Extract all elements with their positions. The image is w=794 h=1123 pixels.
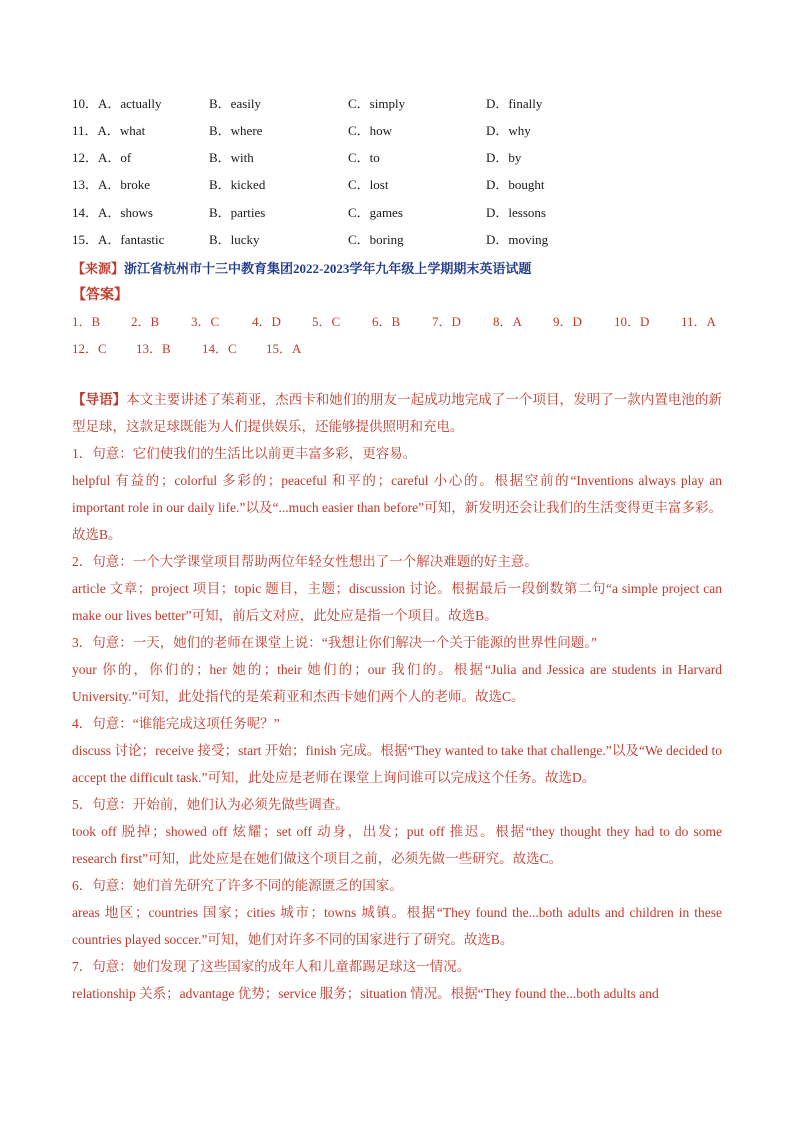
explanation-line: 4．句意：“谁能完成这项任务呢？” <box>72 716 280 731</box>
option-row <box>72 148 732 168</box>
answer-item: 10．D <box>614 314 650 329</box>
explanation-block <box>72 386 722 1007</box>
explanation-line: helpful 有益的；colorful 多彩的；peaceful 和平的；careful 小心的。根据空前的“Inventions always play an important role in our daily life.”以及“...much easier than before”可知，新发明还会让我们的生活变得更丰富多彩。故选B。 <box>72 473 722 542</box>
option-b: B．parties <box>209 205 266 220</box>
option-a: 12．A．of <box>72 150 132 165</box>
answer-item: 13．B <box>136 341 171 356</box>
answer-item: 15．A <box>266 341 302 356</box>
option-d: D．bought <box>486 177 545 192</box>
option-c: C．how <box>348 123 393 138</box>
guide-paragraph <box>72 386 722 440</box>
option-a: 14．A．shows <box>72 205 153 220</box>
answer-label: 【答案】 <box>72 288 128 303</box>
option-b: B．where <box>209 123 263 138</box>
explanation-line: your 你的，你们的；her 她的；their 她们的；our 我们的。根据“Julia and Jessica are students in Harvard University.”可知，此处指代的是茱莉亚和杰西卡她们两个人的老师。故选C。 <box>72 662 722 704</box>
explanation-line: 5．句意：开始前，她们认为必须先做些调查。 <box>72 797 349 812</box>
option-a: 10．A．actually <box>72 96 162 111</box>
option-c: C．simply <box>348 96 406 111</box>
option-d: D．moving <box>486 232 549 247</box>
answer-item: 14．C <box>202 341 237 356</box>
option-row <box>72 230 732 250</box>
option-row <box>72 94 732 114</box>
answers-row-1 <box>72 312 732 332</box>
answer-item: 7．D <box>432 314 461 329</box>
answer-item: 1．B <box>72 314 101 329</box>
guide-label: 【导语】 <box>72 392 127 407</box>
answer-item: 3．C <box>191 314 220 329</box>
option-b: B．lucky <box>209 232 260 247</box>
explanation-line: 6．句意：她们首先研究了许多不同的能源匮乏的国家。 <box>72 878 403 893</box>
answer-item: 6．B <box>372 314 401 329</box>
guide-text: 本文主要讲述了茱莉亚，杰西卡和她们的朋友一起成功地完成了一个项目，发明了一款内置电池的新型足球，这款足球既能为人们提供娱乐，还能够提供照明和充电。 <box>72 392 723 434</box>
explanation-line: 7．句意：她们发现了这些国家的成年人和儿童都踢足球这一情况。 <box>72 959 471 974</box>
source-label: 【来源】 <box>72 261 125 276</box>
answer-item: 12．C <box>72 341 107 356</box>
explanation-line: article 文章；project 项目；topic 题目，主题；discussion 讨论。根据最后一段倒数第二句“a simple project can make our lives better”可知，前后文对应，此处应是指一个项目。故选B。 <box>72 581 722 623</box>
answer-item: 2．B <box>131 314 160 329</box>
answer-item: 8．A <box>493 314 522 329</box>
source-text: 浙江省杭州市十三中教育集团2022-2023学年九年级上学期期末英语试题 <box>124 261 532 276</box>
explanation-line: 2．句意：一个大学课堂项目帮助两位年轻女性想出了一个解决难题的好主意。 <box>72 554 538 569</box>
answers-row-2 <box>72 339 372 359</box>
explanation-line: 1．句意：它们使我们的生活比以前更丰富多彩，更容易。 <box>72 446 417 461</box>
explanation-line: took off 脱掉；showed off 炫耀；set off 动身，出发；put off 推迟。根据“they thought they had to do some research first”可知，此处应是在她们做这个项目之前，必须先做一些研究。故选C。 <box>72 824 722 866</box>
option-a: 11．A．what <box>72 123 146 138</box>
option-d: D．finally <box>486 96 543 111</box>
option-row <box>72 121 732 141</box>
explanation-line: discuss 讨论；receive 接受；start 开始；finish 完成。根据“They wanted to take that challenge.”以及“We decided to accept the difficult task.”可知，此处应是老师在课堂上询问谁可以完成这个任务。故选D。 <box>72 743 722 785</box>
option-row <box>72 203 732 223</box>
option-b: B．with <box>209 150 254 165</box>
option-a: 13．A．broke <box>72 177 150 192</box>
explanation-line: relationship 关系；advantage 优势；service 服务；situation 情况。根据“They found the...both adults and <box>72 986 659 1001</box>
option-c: C．games <box>348 205 403 220</box>
option-c: C．lost <box>348 177 389 192</box>
option-a: 15．A．fantastic <box>72 232 165 247</box>
answer-item: 11．A <box>681 314 716 329</box>
option-row <box>72 175 732 195</box>
option-d: D．why <box>486 123 531 138</box>
option-c: C．to <box>348 150 380 165</box>
explanation-line: areas 地区；countries 国家；cities 城市；towns 城镇。根据“They found the...both adults and children in these countries played soccer.”可知，她们对许多不同的国家进行了研究。故选B。 <box>72 905 722 947</box>
answer-item: 9．D <box>553 314 582 329</box>
option-d: D．by <box>486 150 522 165</box>
option-b: B．easily <box>209 96 261 111</box>
explanation-line: 3．句意：一天，她们的老师在课堂上说：“我想让你们解决一个关于能源的世界性问题。” <box>72 635 597 650</box>
option-d: D．lessons <box>486 205 546 220</box>
source-line <box>72 258 531 277</box>
option-b: B．kicked <box>209 177 266 192</box>
answer-item: 4．D <box>252 314 281 329</box>
option-c: C．boring <box>348 232 404 247</box>
answer-item: 5．C <box>312 314 341 329</box>
